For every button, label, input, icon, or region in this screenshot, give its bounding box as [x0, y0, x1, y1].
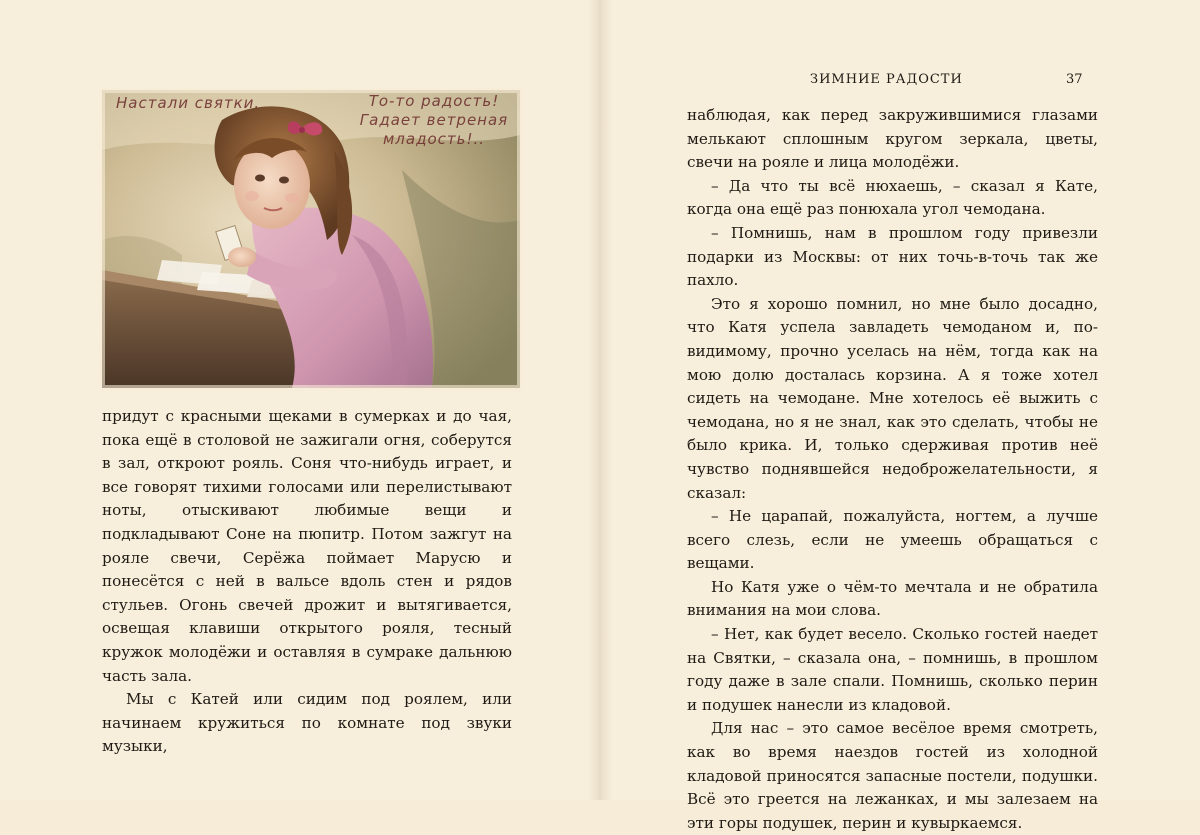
paragraph: – Не царапай, пожалуйста, ногтем, а лучше всего слезь, если не умеешь обращаться с вещами.: [687, 507, 1098, 573]
illustration-inscription-right: [354, 92, 514, 149]
paragraph: Мы с Катей или сидим под роялем, или начинаем кружиться по комнате под звуки музыки,: [102, 690, 512, 756]
left-page: [0, 0, 600, 800]
illustration: [102, 90, 520, 388]
paragraph: Для нас – это самое весёлое время смотреть, как во время наездов гостей из холодной кладовой приносятся запасные постели, подушки. Всё это греется на лежанках, и мы залезаем на эти горы подушек, перин и кувыркаемся.: [687, 719, 1098, 832]
illustration-inscription-left: Настали святки.: [116, 94, 261, 112]
paragraph: наблюдая, как перед закружившимися глазами мелькают сплошным кругом зеркала, цветы, свечи на рояле и лица молодёжи.: [687, 106, 1098, 172]
page-number: 37: [1066, 72, 1083, 87]
paragraph: – Нет, как будет весело. Сколько гостей наедет на Святки, – сказала она, – помнишь, в прошлом году даже в зале спали. Помнишь, сколько перин и подушек нанесли из кладовой.: [687, 625, 1098, 714]
right-page: [600, 0, 1200, 832]
paragraph: – Помнишь, нам в прошлом году привезли подарки из Москвы: от них точь-в-точь так же пахло.: [687, 223, 1098, 290]
inscription-line: Гадает ветреная: [359, 111, 509, 129]
paragraph: – Да что ты всё нюхаешь, – сказал я Кате, когда она ещё раз понюхала угол чемодана.: [687, 176, 1098, 219]
running-title: ЗИМНИЕ РАДОСТИ: [810, 72, 963, 87]
right-page-text: [687, 104, 1098, 835]
paragraph: Это я хорошо помнил, но мне было досадно, что Катя успела завладеть чемоданом и, по-видимому, прочно уселась на нём, тогда как на мою долю досталась корзина. А я тоже хотел сидеть на чемодане. Мне хотелось её выжить с чемодана, но я не знал, как это сделать, чтобы не было крика. И, только сдерживая против неё чувство поднявшейся недоброжелательности, я сказал:: [687, 294, 1098, 502]
paragraph: придут с красными щеками в сумерках и до чая, пока ещё в столовой не зажигали огня, соберутся в зал, откроют рояль. Соня что-нибудь играет, и все говорят тихими голосами или перелистывают ноты, отыскивают любимые вещи и подкладывают Соне на пюпитр. Потом зажгут на рояле свечи, Серёжа поймает Марусю и понесётся с ней в вальсе вдоль стен и рядов стульев. Огонь свечей дрожит и вытягивается, освещая клавиши открытого рояля, тесный кружок молодёжи и оставляя в сумраке дальнюю часть зала.: [102, 407, 512, 685]
left-page-text: [102, 405, 512, 759]
inscription-line: То-то радость!: [368, 92, 500, 110]
paragraph: Но Катя уже о чём-то мечтала и не обратила внимания на мои слова.: [687, 577, 1098, 620]
inscription-line: младость!..: [382, 130, 486, 148]
